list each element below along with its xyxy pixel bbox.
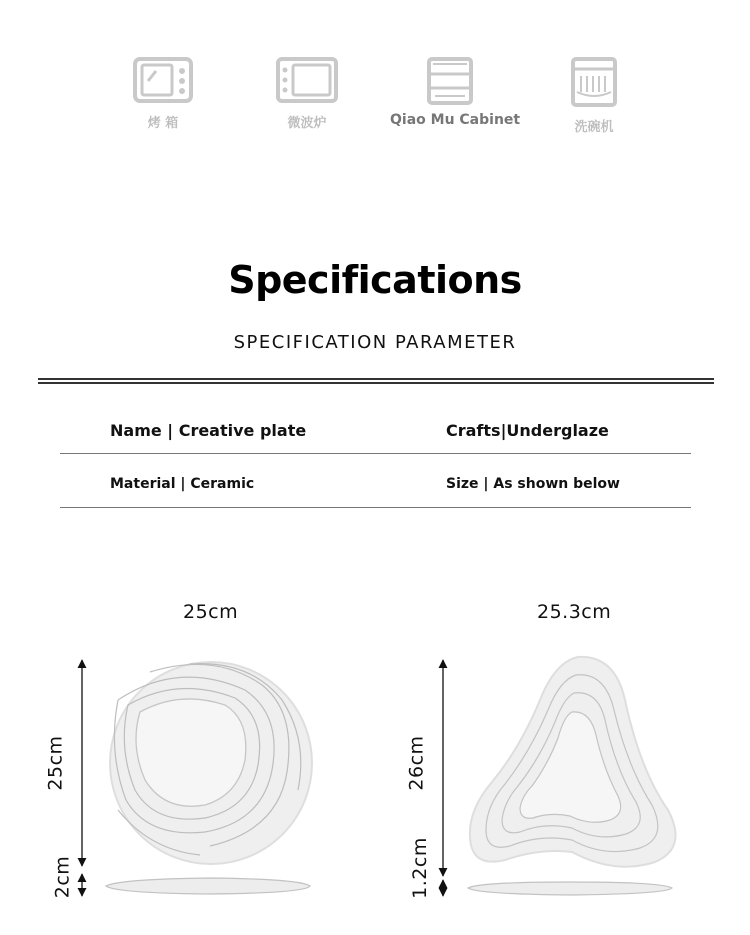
round-plate-thickness-label: 2cm xyxy=(51,855,74,899)
spec-row-2 xyxy=(60,454,691,508)
spec-row-1 xyxy=(60,405,691,454)
cabinet-item xyxy=(390,56,521,128)
page-subtitle: SPECIFICATION PARAMETER xyxy=(233,332,517,353)
dishwasher-label: 洗碗机 xyxy=(574,120,614,135)
triangle-plate-profile xyxy=(468,882,672,895)
oven-label: 烤 箱 xyxy=(147,116,179,131)
dishwasher-icon xyxy=(569,56,619,110)
triangle-plate-image xyxy=(470,657,676,867)
microwave-icon xyxy=(275,56,339,106)
cabinet-label: Qiao Mu Cabinet xyxy=(390,112,521,128)
round-plate-width-label: 25cm xyxy=(183,601,239,623)
round-plate-profile xyxy=(106,878,310,894)
oven-item xyxy=(103,56,223,131)
spec-size: Size | As shown below xyxy=(446,476,620,492)
plate-drawings xyxy=(0,640,750,935)
spec-crafts: Crafts|Underglaze xyxy=(446,421,609,440)
dishwasher-item xyxy=(534,56,654,135)
spec-name: Name | Creative plate xyxy=(110,421,307,440)
divider-double-top xyxy=(38,378,714,380)
divider-double-bottom xyxy=(38,382,714,384)
spec-material: Material | Ceramic xyxy=(110,476,255,492)
triangle-plate-height-label: 26cm xyxy=(405,735,428,791)
triangle-plate-width-label: 25.3cm xyxy=(537,601,612,623)
round-plate-image xyxy=(110,662,312,864)
microwave-item xyxy=(247,56,367,131)
triangle-plate-thickness-label: 1.2cm xyxy=(408,837,431,899)
cabinet-icon xyxy=(425,56,475,106)
round-plate-height-label: 25cm xyxy=(44,735,67,791)
microwave-label: 微波炉 xyxy=(287,116,327,131)
oven-icon xyxy=(132,56,194,106)
page-title: Specifications xyxy=(228,258,522,302)
